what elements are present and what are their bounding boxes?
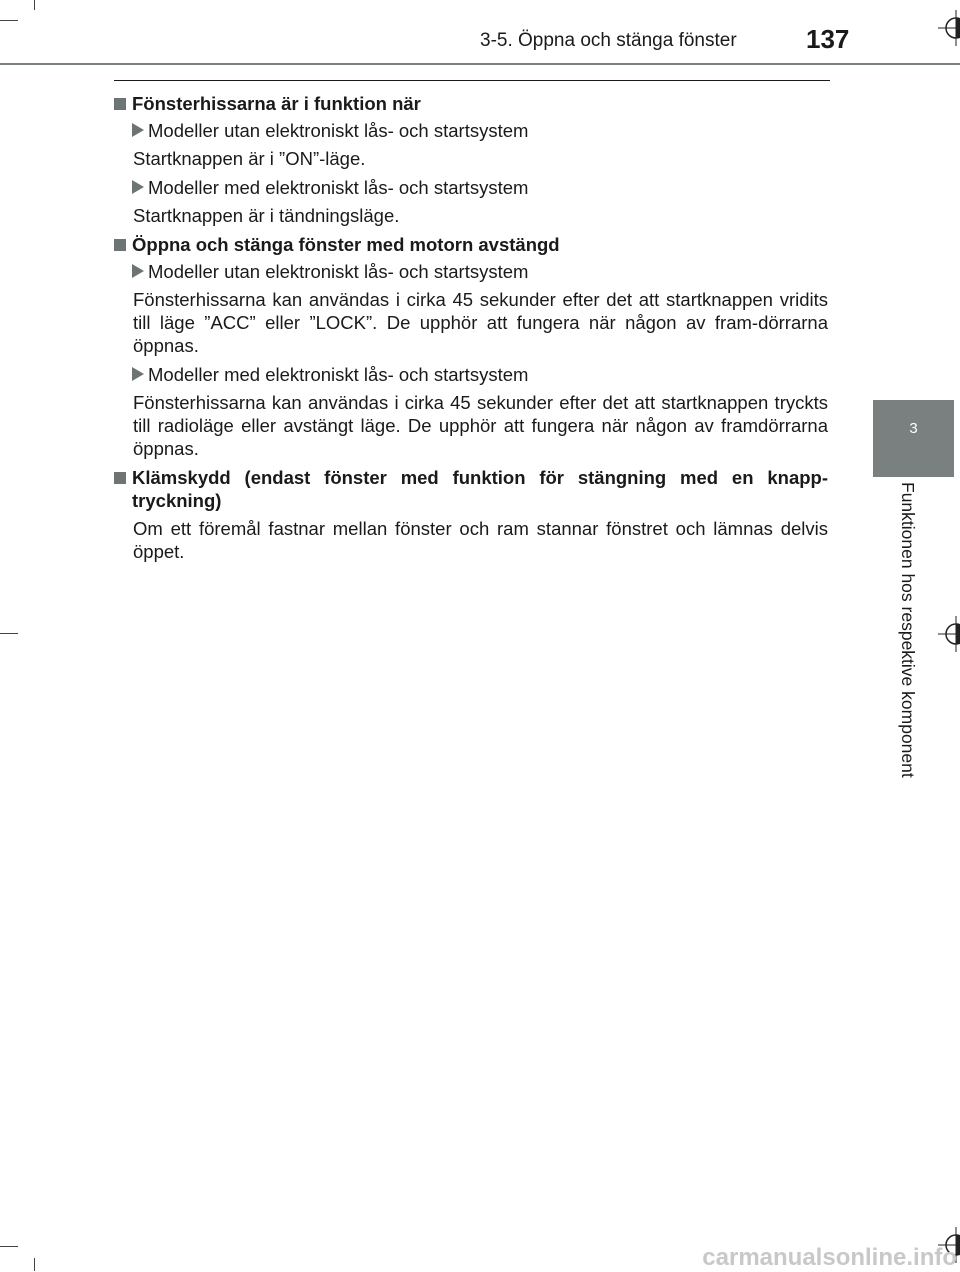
triangle-bullet-icon xyxy=(132,123,144,137)
crop-mark xyxy=(0,633,18,634)
model-subheading: Modeller med elektroniskt lås- och startsystem xyxy=(132,363,828,386)
chapter-side-label: Funktionen hos respektive komponent xyxy=(898,482,918,778)
body-paragraph: Fönsterhissarna kan användas i cirka 45 sekunder efter det att startknappen vridits till läge ”ACC” eller ”LOCK”. De upphör att fungera när någon av fram-dörrarna öppnas. xyxy=(133,289,828,356)
section-heading: Öppna och stänga fönster med motorn avstängd xyxy=(114,233,828,256)
section-heading: Fönsterhissarna är i funktion när xyxy=(114,92,828,115)
body-paragraph: Startknappen är i ”ON”-läge. xyxy=(133,148,366,169)
triangle-bullet-icon xyxy=(132,180,144,194)
chapter-number: 3 xyxy=(909,420,918,437)
model-subheading: Modeller utan elektroniskt lås- och startsystem xyxy=(132,119,828,142)
body-paragraph: Om ett föremål fastnar mellan fönster och ram stannar fönstret och lämnas delvis öppet. xyxy=(133,518,828,562)
page-number: 137 xyxy=(806,24,850,54)
body-paragraph: Fönsterhissarna kan användas i cirka 45 sekunder efter det att startknappen tryckts till radioläge eller avstängt läge. De upphör att fungera när någon av framdörrarna öppnas. xyxy=(133,392,828,459)
registration-mark-icon xyxy=(928,6,960,46)
chapter-tab xyxy=(873,400,954,477)
square-bullet-icon xyxy=(114,98,126,110)
registration-mark-icon xyxy=(928,614,960,654)
model-subheading: Modeller utan elektroniskt lås- och startsystem xyxy=(132,260,828,283)
crop-mark xyxy=(34,1258,35,1271)
model-subheading: Modeller med elektroniskt lås- och startsystem xyxy=(132,176,828,199)
content-rule xyxy=(114,80,830,81)
triangle-bullet-icon xyxy=(132,367,144,381)
body-paragraph: Startknappen är i tändningsläge. xyxy=(133,205,400,226)
triangle-bullet-icon xyxy=(132,264,144,278)
header-rule xyxy=(0,63,960,65)
square-bullet-icon xyxy=(114,239,126,251)
watermark: carmanualsonline.info xyxy=(702,1244,957,1271)
crop-mark xyxy=(34,0,35,10)
crop-mark xyxy=(0,1246,18,1247)
crop-mark xyxy=(0,20,18,21)
section-heading: Klämskydd (endast fönster med funktion för stängning med en knapp-tryckning) xyxy=(114,466,828,512)
page-content xyxy=(114,92,828,569)
running-header-title: 3-5. Öppna och stänga fönster xyxy=(480,30,737,51)
square-bullet-icon xyxy=(114,472,126,484)
